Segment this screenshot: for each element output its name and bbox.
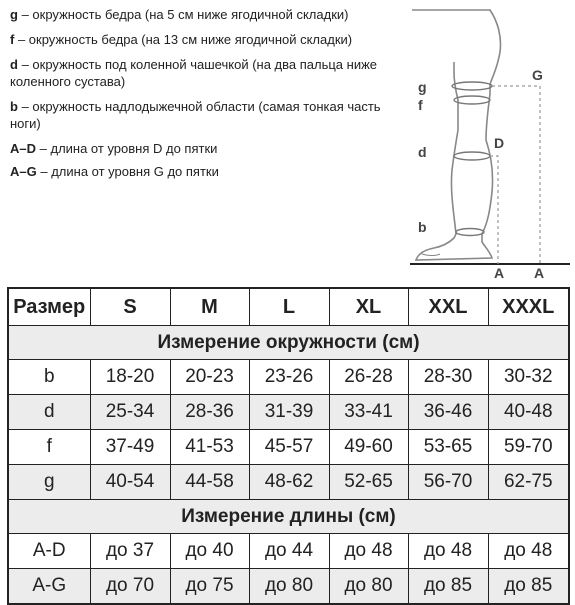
table-cell: 40-48 bbox=[488, 395, 569, 430]
table-row bbox=[8, 465, 569, 500]
row-label: b bbox=[8, 360, 90, 395]
legend-item-a-g bbox=[10, 163, 410, 180]
legend-item-b bbox=[10, 98, 410, 132]
table-cell: до 44 bbox=[249, 534, 329, 569]
legend-text: – окружность под коленной чашечкой (на два пальца ниже коленного сустава) bbox=[10, 57, 378, 89]
legend-text: – длина от уровня D до пятки bbox=[39, 141, 218, 156]
table-row bbox=[8, 395, 569, 430]
table-cell: до 40 bbox=[170, 534, 249, 569]
table-cell: 33-41 bbox=[329, 395, 408, 430]
table-cell: 56-70 bbox=[408, 465, 488, 500]
b-circumference bbox=[456, 229, 484, 236]
table-cell: до 85 bbox=[408, 569, 488, 605]
fig-label-G: G bbox=[532, 67, 543, 83]
legend-text: – окружность бедра (на 5 см ниже ягодичной складки) bbox=[21, 7, 349, 22]
measurement-legend bbox=[10, 6, 410, 186]
section-row-length bbox=[8, 500, 569, 534]
table-cell: 37-49 bbox=[90, 430, 170, 465]
table-row bbox=[8, 360, 569, 395]
section-title-length: Измерение длины (см) bbox=[8, 500, 569, 534]
legend-key: A–D bbox=[10, 141, 37, 156]
table-row bbox=[8, 430, 569, 465]
table-cell: 36-46 bbox=[408, 395, 488, 430]
table-cell: 31-39 bbox=[249, 395, 329, 430]
g-circumference bbox=[452, 82, 492, 90]
size-col-m: M bbox=[170, 288, 249, 326]
legend-key: g bbox=[10, 7, 18, 22]
table-cell: до 80 bbox=[329, 569, 408, 605]
table-cell: 23-26 bbox=[249, 360, 329, 395]
table-cell: до 85 bbox=[488, 569, 569, 605]
size-header-label: Размер bbox=[8, 288, 90, 326]
legend-text: – длина от уровня G до пятки bbox=[40, 164, 219, 179]
g-length-line bbox=[492, 86, 540, 264]
table-cell: 40-54 bbox=[90, 465, 170, 500]
legend-item-g bbox=[10, 6, 410, 23]
table-cell: 26-28 bbox=[329, 360, 408, 395]
table-cell: 41-53 bbox=[170, 430, 249, 465]
table-header-row bbox=[8, 288, 569, 326]
fig-label-D: D bbox=[494, 135, 505, 151]
table-cell: 30-32 bbox=[488, 360, 569, 395]
table-cell: до 80 bbox=[249, 569, 329, 605]
row-label: A-G bbox=[8, 569, 90, 605]
legend-key: d bbox=[10, 57, 18, 72]
table-cell: до 37 bbox=[90, 534, 170, 569]
legend-item-d bbox=[10, 56, 410, 90]
table-cell: 62-75 bbox=[488, 465, 569, 500]
foot-detail bbox=[422, 254, 440, 256]
section-title-circumference: Измерение окружности (см) bbox=[8, 326, 569, 360]
table-cell: до 75 bbox=[170, 569, 249, 605]
row-label: A-D bbox=[8, 534, 90, 569]
leg-measurement-figure bbox=[410, 2, 570, 282]
legend-text: – окружность надлодыжечной области (самая тонкая часть ноги) bbox=[10, 99, 381, 131]
size-col-xl: XL bbox=[329, 288, 408, 326]
table-cell: до 48 bbox=[329, 534, 408, 569]
table-cell: 28-36 bbox=[170, 395, 249, 430]
fig-label-A2: A bbox=[534, 265, 545, 281]
table-cell: 25-34 bbox=[90, 395, 170, 430]
size-col-xxxl: XXXL bbox=[488, 288, 569, 326]
row-label: d bbox=[8, 395, 90, 430]
table-cell: 28-30 bbox=[408, 360, 488, 395]
f-circumference bbox=[454, 96, 490, 104]
size-col-s: S bbox=[90, 288, 170, 326]
fig-label-f: f bbox=[418, 97, 423, 113]
d-circumference bbox=[454, 152, 490, 160]
legend-item-f bbox=[10, 31, 410, 48]
legend-key: b bbox=[10, 99, 18, 114]
row-label: g bbox=[8, 465, 90, 500]
table-cell: 44-58 bbox=[170, 465, 249, 500]
size-col-xxl: XXL bbox=[408, 288, 488, 326]
legend-key: f bbox=[10, 32, 15, 47]
fig-label-g: g bbox=[418, 79, 427, 95]
table-cell: 53-65 bbox=[408, 430, 488, 465]
fig-label-b: b bbox=[418, 219, 427, 235]
section-row-circumference bbox=[8, 326, 569, 360]
size-table bbox=[7, 287, 570, 605]
table-row bbox=[8, 569, 569, 605]
table-cell: 49-60 bbox=[329, 430, 408, 465]
legend-item-a-d bbox=[10, 140, 410, 157]
table-cell: 59-70 bbox=[488, 430, 569, 465]
legend-key: A–G bbox=[10, 164, 37, 179]
size-col-l: L bbox=[249, 288, 329, 326]
d-length-line bbox=[490, 156, 498, 264]
table-cell: до 48 bbox=[488, 534, 569, 569]
leg-diagram bbox=[410, 2, 570, 282]
table-cell: 18-20 bbox=[90, 360, 170, 395]
table-cell: 20-23 bbox=[170, 360, 249, 395]
table-cell: 52-65 bbox=[329, 465, 408, 500]
table-cell: 45-57 bbox=[249, 430, 329, 465]
table-row bbox=[8, 534, 569, 569]
row-label: f bbox=[8, 430, 90, 465]
fig-label-A1: A bbox=[494, 265, 505, 281]
table-cell: до 70 bbox=[90, 569, 170, 605]
legend-text: – окружность бедра (на 13 см ниже ягодичной складки) bbox=[17, 32, 353, 47]
table-cell: 48-62 bbox=[249, 465, 329, 500]
fig-label-d: d bbox=[418, 144, 427, 160]
table-cell: до 48 bbox=[408, 534, 488, 569]
size-table-wrapper bbox=[7, 287, 568, 605]
